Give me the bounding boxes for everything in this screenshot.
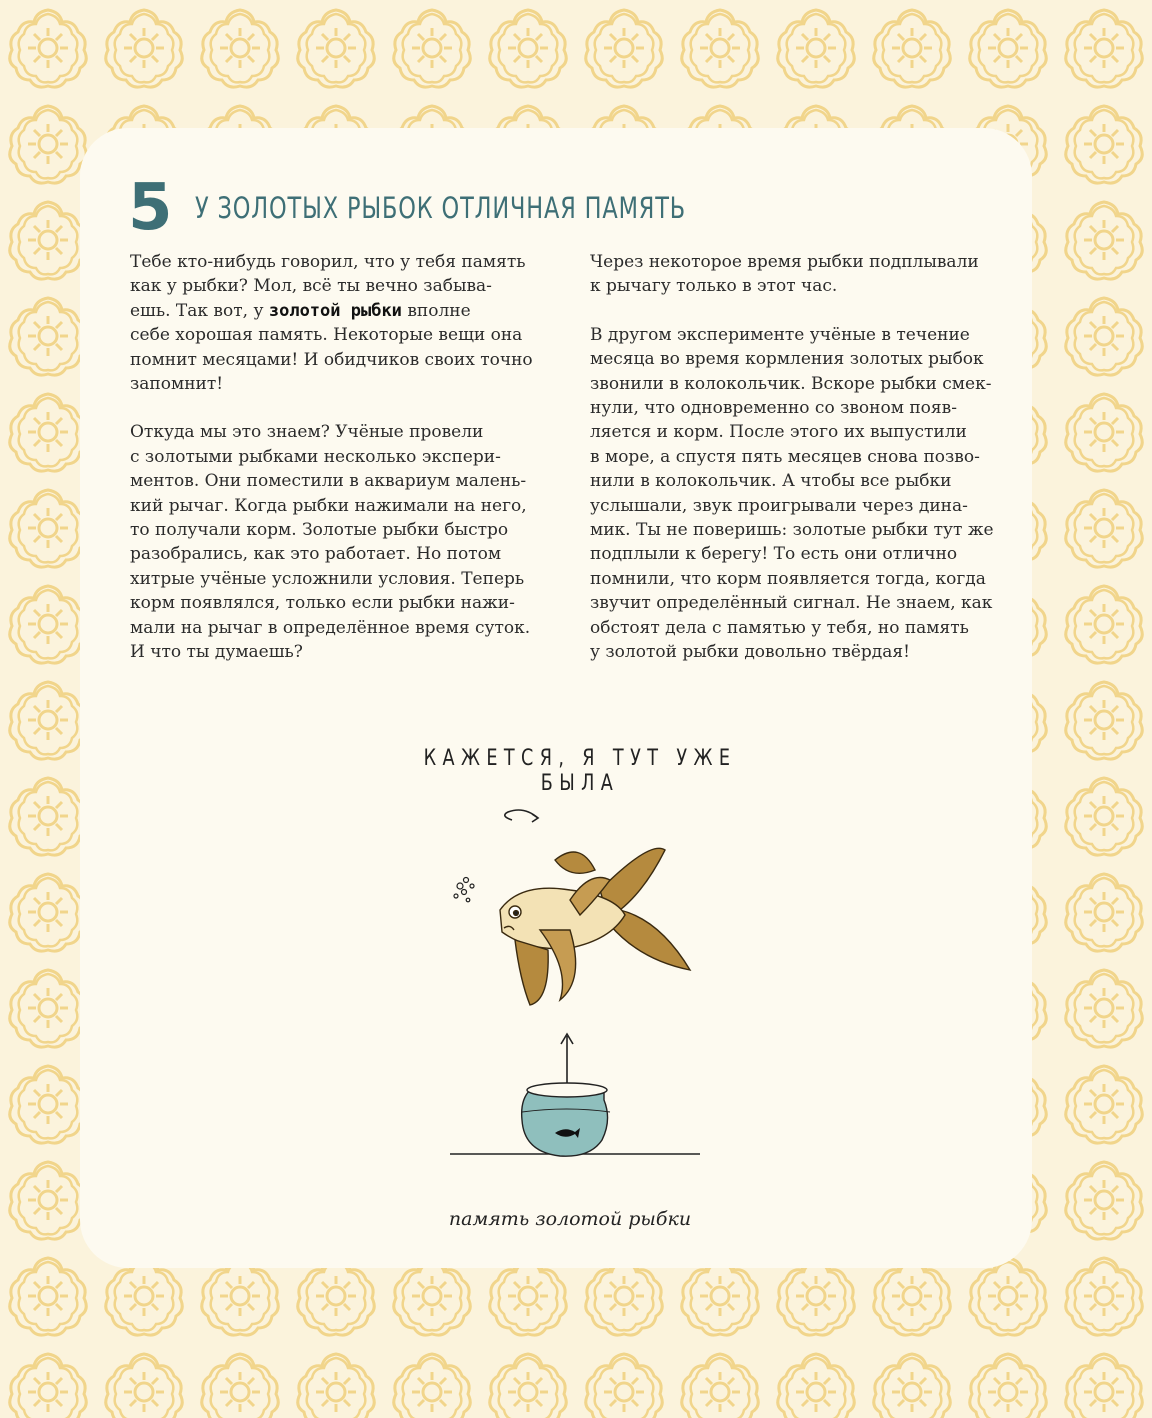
bubbles-icon [454, 878, 474, 902]
text-line: как у рыбки? Мол, всё ты вечно забыва- [130, 276, 492, 297]
text-line: И что ты думаешь? [130, 642, 303, 663]
text-line: обстоят дела с памятью у тебя, но память [590, 617, 969, 638]
text-line: Через некоторое время рыбки подплывали [590, 252, 979, 272]
text-line: с золотыми рыбками несколько экспери- [130, 446, 501, 467]
text-line: корм появлялся, только если рыбки нажи- [130, 593, 515, 614]
paragraph [590, 323, 1010, 665]
text-line: то получали корм. Золотые рыбки быстро [130, 520, 509, 541]
section-number: 5 [128, 171, 173, 245]
goldfish-icon [500, 848, 690, 1005]
text-line: месяца во время кормления золотых рыбок [590, 349, 984, 370]
illustration-caption-bottom: память золотой рыбки [448, 1208, 692, 1230]
text-line: помнит месяцами! И обидчиков своих точно [130, 349, 533, 370]
paragraph [130, 420, 550, 664]
text-line: ментов. Они поместили в аквариум малень- [130, 471, 527, 492]
text-line [130, 299, 550, 323]
right-column [590, 250, 1010, 689]
section-title: У ЗОЛОТЫХ РЫБОК ОТЛИЧНАЯ ПАМЯТЬ [194, 191, 686, 225]
text-line: у золотой рыбки довольно твёрдая! [590, 642, 910, 663]
text-line: запомнит! [130, 374, 224, 395]
text-line: В другом эксперименте учёные в течение [590, 324, 970, 345]
text-line: нили в колокольчик. А чтобы все рыбки [590, 471, 952, 492]
text-line: ляется и корм. После этого их выпустили [590, 422, 967, 443]
text-line: хитрые учёные усложнили условия. Теперь [130, 568, 525, 589]
text-line: себе хорошая память. Некоторые вещи она [130, 325, 523, 346]
text-line: в море, а спустя пять месяцев снова позво- [590, 446, 980, 467]
paragraph [590, 250, 1010, 299]
text-line: нули, что одновременно со звоном появ- [590, 398, 957, 419]
text-line: к рычагу только в этот час. [590, 276, 838, 297]
text-line: Тебе кто-нибудь говорил, что у тебя память [130, 252, 526, 272]
paragraph [130, 250, 550, 396]
text-line: услышали, звук проигрывали через дина- [590, 495, 968, 516]
keyword-goldfish: золотой рыбки [268, 300, 402, 321]
text-line: помнили, что корм появляется тогда, когда [590, 568, 986, 589]
text-line: Откуда мы это знаем? Учёные провели [130, 422, 484, 443]
text-line: разобрались, как это работает. Но потом [130, 544, 502, 565]
fish-bowl-icon [450, 1083, 700, 1156]
goldfish-illustration [420, 800, 720, 1180]
illustration-caption-top: КАЖЕТСЯ, Я ТУТ УЖЕ БЫЛА [423, 746, 737, 796]
up-arrow-icon [561, 1034, 573, 1086]
text-line: звонили в колокольчик. Вскоре рыбки смек- [590, 373, 992, 394]
text-line: мик. Ты не поверишь: золотые рыбки тут же [590, 520, 994, 541]
text-segment: ешь. Так вот, у [130, 300, 269, 321]
text-line: кий рычаг. Когда рыбки нажимали на него, [130, 495, 527, 516]
text-line: звучит определённый сигнал. Не знаем, как [590, 593, 993, 614]
text-line: подплыли к берегу! То есть они отлично [590, 544, 958, 565]
left-column [130, 250, 550, 689]
section-heading [128, 168, 766, 248]
text-segment: вполне [401, 300, 471, 321]
text-line: мали на рычаг в определённое время суток. [130, 617, 531, 638]
